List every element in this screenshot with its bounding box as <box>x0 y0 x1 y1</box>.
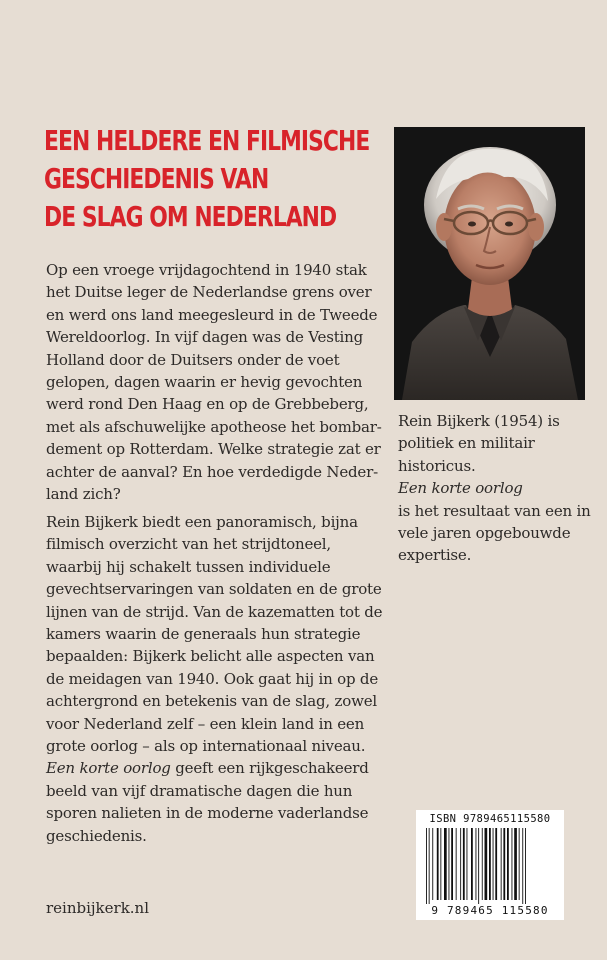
barcode-bar <box>429 828 430 904</box>
barcode-bar <box>493 828 494 900</box>
paragraph-line: bepaalden: Bijkerk belicht alle aspecten van <box>46 647 375 666</box>
isbn-barcode <box>416 810 564 920</box>
paragraph-line: land zich? <box>46 485 121 504</box>
barcode-bar <box>460 828 461 900</box>
paragraph-line: Holland door de Duitsers onder de voet <box>46 350 340 369</box>
barcode-bar <box>426 828 427 904</box>
paragraph-line: kamers waarin de generaals hun strategie <box>46 625 361 644</box>
caption-line: politiek en militair <box>398 434 535 453</box>
barcode-bar <box>456 828 457 900</box>
barcode-bar <box>476 828 477 900</box>
barcode-bar <box>482 828 483 900</box>
paragraph-line: geschiedenis. <box>46 826 147 845</box>
paragraph-line: grote oorlog – als op internationaal niveau. <box>46 737 366 756</box>
paragraph-line: filmisch overzicht van het strijdtoneel, <box>46 535 331 554</box>
description-paragraph-1 <box>46 259 382 505</box>
barcode-bar <box>489 828 491 900</box>
author-photo <box>394 127 585 400</box>
paragraph-line: achtergrond en betekenis van de slag, zowel <box>46 692 378 711</box>
barcode-bar <box>514 828 517 900</box>
paragraph-line <box>46 757 369 779</box>
paragraph-line: werd rond Den Haag en op de Grebbeberg, <box>46 395 369 414</box>
paragraph-line: gelopen, dagen waarin er hevig gevochten <box>46 373 363 392</box>
paragraph-line: de meidagen van 1940. Ook gaat hij in op de <box>46 669 379 688</box>
barcode-bars <box>424 828 556 904</box>
website-url: reinbijkerk.nl <box>46 899 150 917</box>
barcode-bar <box>478 828 479 904</box>
book-title: Een korte oorlog <box>398 479 523 498</box>
barcode-bar <box>467 828 468 900</box>
paragraph-line: voor Nederland zelf – een klein land in een <box>46 714 365 733</box>
barcode-bar <box>522 828 523 904</box>
headline-line-1: EEN HELDERE EN FILMISCHE <box>44 124 370 157</box>
barcode-digits: 9 789465 115580 <box>431 904 549 917</box>
caption-line: expertise. <box>398 546 472 565</box>
isbn-label: ISBN 9789465115580 <box>429 813 551 825</box>
book-title: Een korte oorlog <box>46 759 171 778</box>
paragraph-line: achter de aanval? En hoe verdedigde Neder- <box>46 462 378 481</box>
caption-line <box>398 477 588 499</box>
barcode-bar <box>432 828 433 900</box>
paragraph-line: beeld van vijf dramatische dagen die hun <box>46 781 353 800</box>
barcode-bar <box>449 828 450 900</box>
barcode-bar <box>501 828 502 900</box>
paragraph-line: Rein Bijkerk biedt een panoramisch, bijna <box>46 513 358 531</box>
barcode-bar <box>519 828 520 900</box>
paragraph-line: waarbij hij schakelt tussen individuele <box>46 557 331 576</box>
paragraph-line: sporen nalieten in de moderne vaderlandse <box>46 804 369 823</box>
barcode-bar <box>437 828 439 900</box>
headline-line-3: DE SLAG OM NEDERLAND <box>44 200 337 233</box>
barcode-bar <box>512 828 513 900</box>
paragraph-line: dement op Rotterdam. Welke strategie zat er <box>46 440 381 459</box>
headline-line-2: GESCHIEDENIS VAN <box>44 162 269 195</box>
caption-line: historicus. <box>398 456 476 475</box>
paragraph-line: gevechtservaringen van soldaten en de grote <box>46 580 382 599</box>
barcode-bar <box>495 828 497 900</box>
barcode-bar <box>503 828 505 900</box>
headline <box>44 122 370 236</box>
barcode-bar <box>525 828 526 904</box>
barcode-bar <box>485 828 488 900</box>
caption-line: vele jaren opgebouwde <box>398 524 571 543</box>
barcode-bar <box>471 828 473 900</box>
caption-line: is het resultaat van een in <box>398 501 591 520</box>
paragraph-line: het Duitse leger de Nederlandse grens over <box>46 283 372 302</box>
paragraph-line: Wereldoorlog. In vijf dagen was de Vesting <box>46 328 363 347</box>
paragraph-line: Op een vroege vrijdagochtend in 1940 stak <box>46 261 367 279</box>
barcode-bar <box>507 828 509 900</box>
paragraph-line: en werd ons land meegesleurd in de Tweede <box>46 305 378 324</box>
barcode-bar <box>451 828 453 900</box>
paragraph-line: lijnen van de strijd. Van de kazematten tot de <box>46 602 383 621</box>
paragraph-line: met als afschuwelijke apotheose het bombar- <box>46 417 382 436</box>
caption-line: Rein Bijkerk (1954) is <box>398 412 560 430</box>
barcode-bar <box>444 828 447 900</box>
description-paragraph-2 <box>46 511 383 847</box>
barcode-bar <box>463 828 465 900</box>
barcode-bar <box>440 828 441 900</box>
author-portrait-illustration <box>394 127 585 400</box>
paragraph-line-rest: geeft een rijkgeschakeerd <box>170 759 369 778</box>
author-caption <box>398 410 591 567</box>
